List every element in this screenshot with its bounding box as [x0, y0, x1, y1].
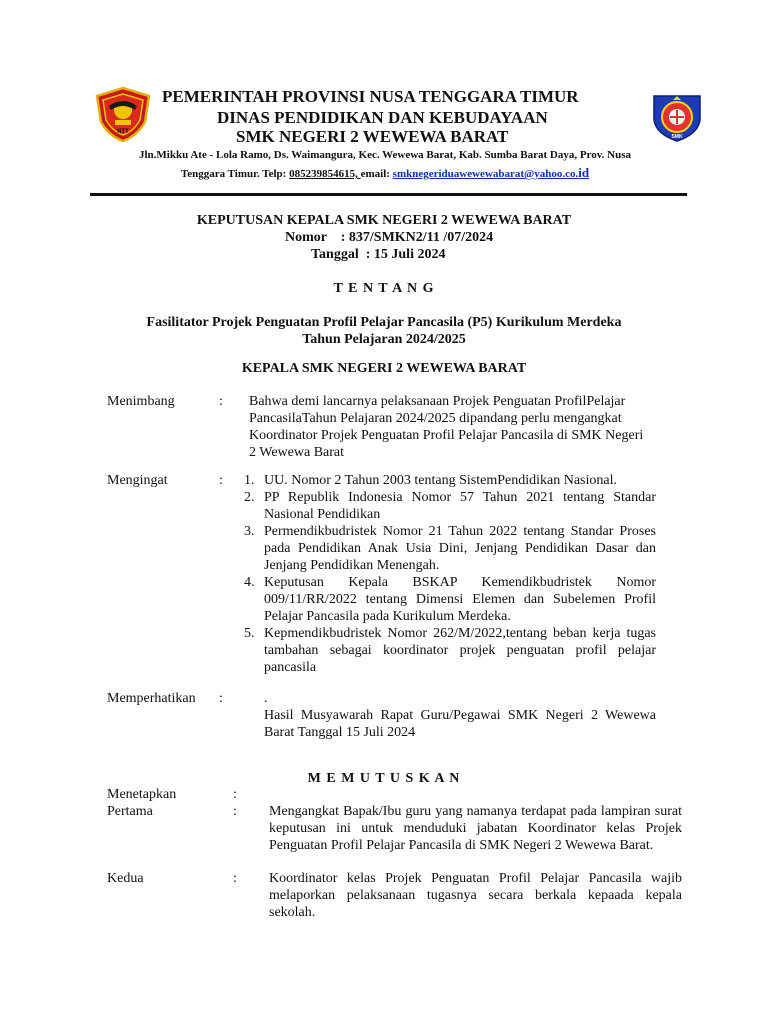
subject-line-2: Tahun Pelajaran 2024/2025	[302, 332, 466, 347]
ntt-province-emblem	[93, 86, 153, 142]
pertama-label: Pertama	[107, 804, 153, 819]
subject-line-1: Fasilitator Projek Penguatan Profil Pelajar Pancasila (P5) Kurikulum Merdeka	[146, 315, 622, 330]
address-line-2	[80, 164, 690, 183]
issuer-heading: KEPALA SMK NEGERI 2 WEWEWA BARAT	[241, 361, 527, 376]
memperhatikan-dot: .	[264, 691, 268, 706]
header-address	[80, 146, 690, 183]
decree-number: Nomor : 837/SMKN2/11 /07/2024	[285, 230, 494, 245]
school-emblem	[650, 90, 704, 142]
address-prefix: Tenggara Timur. Telp:	[180, 168, 290, 180]
kedua-colon: :	[233, 871, 237, 886]
phone-number: 085239854615,	[289, 168, 361, 180]
list-item: 5. Kepmendikbudristek Nomor 262/M/2022,tentang beban kerja tugas tambahan sebagai koordinator projek penguatan profil pelajar pancasila	[244, 626, 656, 675]
email-label: email:	[360, 168, 393, 180]
legal-basis-list	[244, 472, 656, 676]
mengingat-colon: :	[219, 473, 223, 488]
list-item: 3. Permendikbudristek Nomor 21 Tahun 2022 tentang Standar Proses pada Pendidikan Anak Usia Dini, Jenjang Pendidikan Dasar dan Jenjang Pendidikan Menengah.	[244, 524, 656, 573]
menetapkan-label: Menetapkan	[107, 787, 177, 802]
decree-title: KEPUTUSAN KEPALA SMK NEGERI 2 WEWEWA BARAT	[196, 213, 572, 228]
memperhatikan-colon: :	[219, 691, 223, 706]
menetapkan-colon: :	[233, 787, 237, 802]
memperhatikan-text: Hasil Musyawarah Rapat Guru/Pegawai SMK Negeri 2 Wewewa Barat Tanggal 15 Juli 2024	[264, 708, 656, 740]
kedua-text: Koordinator kelas Projek Penguatan Profil Pelajar Pancasila wajib melaporkan pelaksanaan tugasnya secara berkala kepaada kepala sekolah.	[269, 871, 682, 920]
email-link[interactable]: smknegeriduawewewabarat@yahoo.co.id	[392, 165, 590, 180]
about-heading: T E N T A N G	[333, 281, 435, 296]
header-department: DINAS PENDIDIKAN DAN KEBUDAYAAN	[217, 108, 548, 127]
right-logo-caption: SMK	[671, 134, 683, 140]
left-logo-caption: NTT	[117, 129, 129, 135]
list-item: 4. Keputusan Kepala BSKAP Kemendikbudristek Nomor 009/11/RR/2022 tentang Dimensi Elemen dan Subelemen Profil Pelajar Pancasila pada Kurikulum Merdeka.	[244, 575, 656, 624]
address-line-1: Jln.Mikku Ate - Lola Ramo, Ds. Waimangura, Kec. Wewewa Barat, Kab. Sumba Barat Daya, Prov. Nusa	[139, 149, 631, 161]
pertama-colon: :	[233, 804, 237, 819]
memutuskan-heading: M E M U T U S K A N	[307, 771, 461, 786]
menimbang-text: Bahwa demi lancarnya pelaksanaan Projek Penguatan ProfilPelajar PancasilaTahun Pelajaran 2024/2025 dipandang perlu mengangkat Koordinator Projek Penguatan Profil Pelajar Pancasila di SMK Negeri 2 Wewewa Barat	[249, 394, 644, 460]
header-divider	[90, 193, 687, 196]
menimbang-label: Menimbang	[107, 394, 175, 409]
header-school-name: SMK NEGERI 2 WEWEWA BARAT	[236, 127, 509, 146]
kedua-label: Kedua	[107, 871, 144, 886]
list-item: 1. UU. Nomor 2 Tahun 2003 tentang SistemPendidikan Nasional.	[244, 473, 618, 488]
header-government: PEMERINTAH PROVINSI NUSA TENGGARA TIMUR	[162, 87, 579, 106]
mengingat-label: Mengingat	[107, 473, 168, 488]
list-item: 2. PP Republik Indonesia Nomor 57 Tahun 2021 tentang Standar Nasional Pendidikan	[244, 490, 656, 522]
menimbang-colon: :	[219, 394, 223, 409]
pertama-text: Mengangkat Bapak/Ibu guru yang namanya terdapat pada lampiran surat keputusan ini untuk menduduki jabatan Koordinator kelas Projek Penguatan Profil Pelajar Pancasila di SMK Negeri 2 Wewewa Barat.	[269, 804, 682, 853]
memperhatikan-label: Memperhatikan	[107, 691, 196, 706]
decree-date: Tanggal : 15 Juli 2024	[311, 247, 446, 262]
